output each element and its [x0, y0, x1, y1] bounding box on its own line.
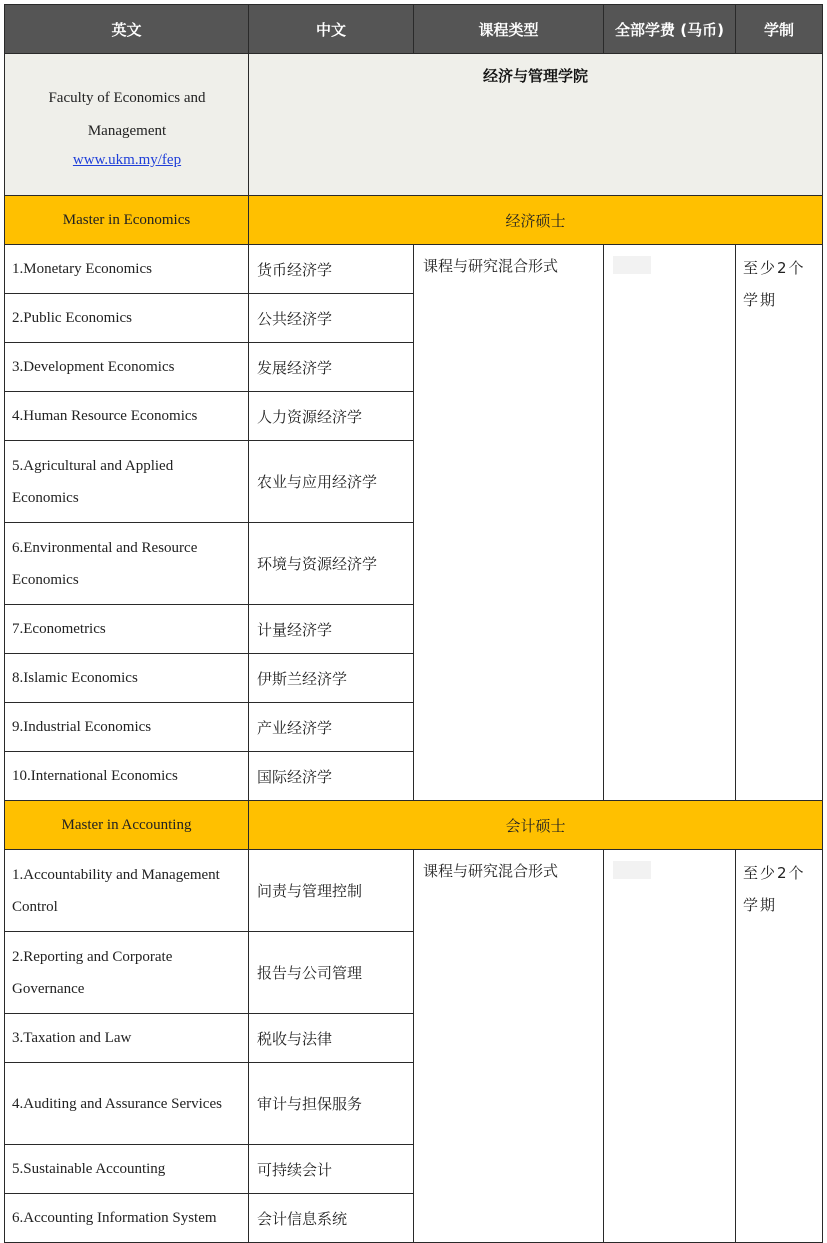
header-english: 英文 — [5, 5, 249, 54]
duration: 至少2个学期 — [736, 245, 823, 801]
program-cn: 伊斯兰经济学 — [249, 654, 414, 703]
program-en: 5.Agricultural and Applied Economics — [5, 441, 249, 523]
program-cn: 环境与资源经济学 — [249, 523, 414, 605]
header-duration: 学制 — [736, 5, 823, 54]
fee-cell — [604, 850, 736, 1243]
program-cn: 人力资源经济学 — [249, 392, 414, 441]
section-economics — [5, 196, 823, 245]
program-cn: 货币经济学 — [249, 245, 414, 294]
course-type: 课程与研究混合形式 — [414, 850, 604, 1243]
program-en: 4.Auditing and Assurance Services — [5, 1063, 249, 1145]
faculty-name-en-line1: Faculty of Economics and — [48, 90, 206, 106]
program-cn: 问责与管理控制 — [249, 850, 414, 932]
program-en: 10.International Economics — [5, 752, 249, 801]
program-cn: 计量经济学 — [249, 605, 414, 654]
section-title-en: Master in Accounting — [5, 801, 249, 850]
program-cn: 农业与应用经济学 — [249, 441, 414, 523]
section-title-cn: 会计硕士 — [249, 801, 823, 850]
section-title-en: Master in Economics — [5, 196, 249, 245]
header-chinese: 中文 — [249, 5, 414, 54]
section-accounting — [5, 801, 823, 850]
program-en: 1.Monetary Economics — [5, 245, 249, 294]
program-en: 6.Environmental and Resource Economics — [5, 523, 249, 605]
program-cn: 审计与担保服务 — [249, 1063, 414, 1145]
faculty-name-cn: 经济与管理学院 — [249, 54, 823, 196]
program-cn: 可持续会计 — [249, 1145, 414, 1194]
fee-redacted — [613, 256, 651, 274]
faculty-english-cell — [5, 54, 249, 196]
fee-redacted — [613, 861, 651, 879]
program-en: 5.Sustainable Accounting — [5, 1145, 249, 1194]
faculty-website-link[interactable]: www.ukm.my/fep — [72, 152, 182, 168]
program-en: 7.Econometrics — [5, 605, 249, 654]
faculty-name-en-line2: Management — [87, 123, 167, 139]
program-cn: 报告与公司管理 — [249, 932, 414, 1014]
program-en: 2.Public Economics — [5, 294, 249, 343]
header-course-type: 课程类型 — [414, 5, 604, 54]
program-cn: 税收与法律 — [249, 1014, 414, 1063]
header-total-fee: 全部学费 (马币) — [604, 5, 736, 54]
faculty-row — [5, 54, 823, 196]
table-row — [5, 850, 823, 932]
program-en: 4.Human Resource Economics — [5, 392, 249, 441]
program-en: 8.Islamic Economics — [5, 654, 249, 703]
program-cn: 国际经济学 — [249, 752, 414, 801]
header-row — [5, 5, 823, 54]
program-cn: 产业经济学 — [249, 703, 414, 752]
program-en: 6.Accounting Information System — [5, 1194, 249, 1243]
section-title-cn: 经济硕士 — [249, 196, 823, 245]
program-cn: 会计信息系统 — [249, 1194, 414, 1243]
duration: 至少2个学期 — [736, 850, 823, 1243]
course-type: 课程与研究混合形式 — [414, 245, 604, 801]
program-en: 2.Reporting and Corporate Governance — [5, 932, 249, 1014]
program-cn: 公共经济学 — [249, 294, 414, 343]
fee-cell — [604, 245, 736, 801]
program-en: 1.Accountability and Management Control — [5, 850, 249, 932]
table-row — [5, 245, 823, 294]
program-en: 3.Development Economics — [5, 343, 249, 392]
program-en: 9.Industrial Economics — [5, 703, 249, 752]
program-en: 3.Taxation and Law — [5, 1014, 249, 1063]
programs-table — [4, 4, 823, 1243]
program-cn: 发展经济学 — [249, 343, 414, 392]
